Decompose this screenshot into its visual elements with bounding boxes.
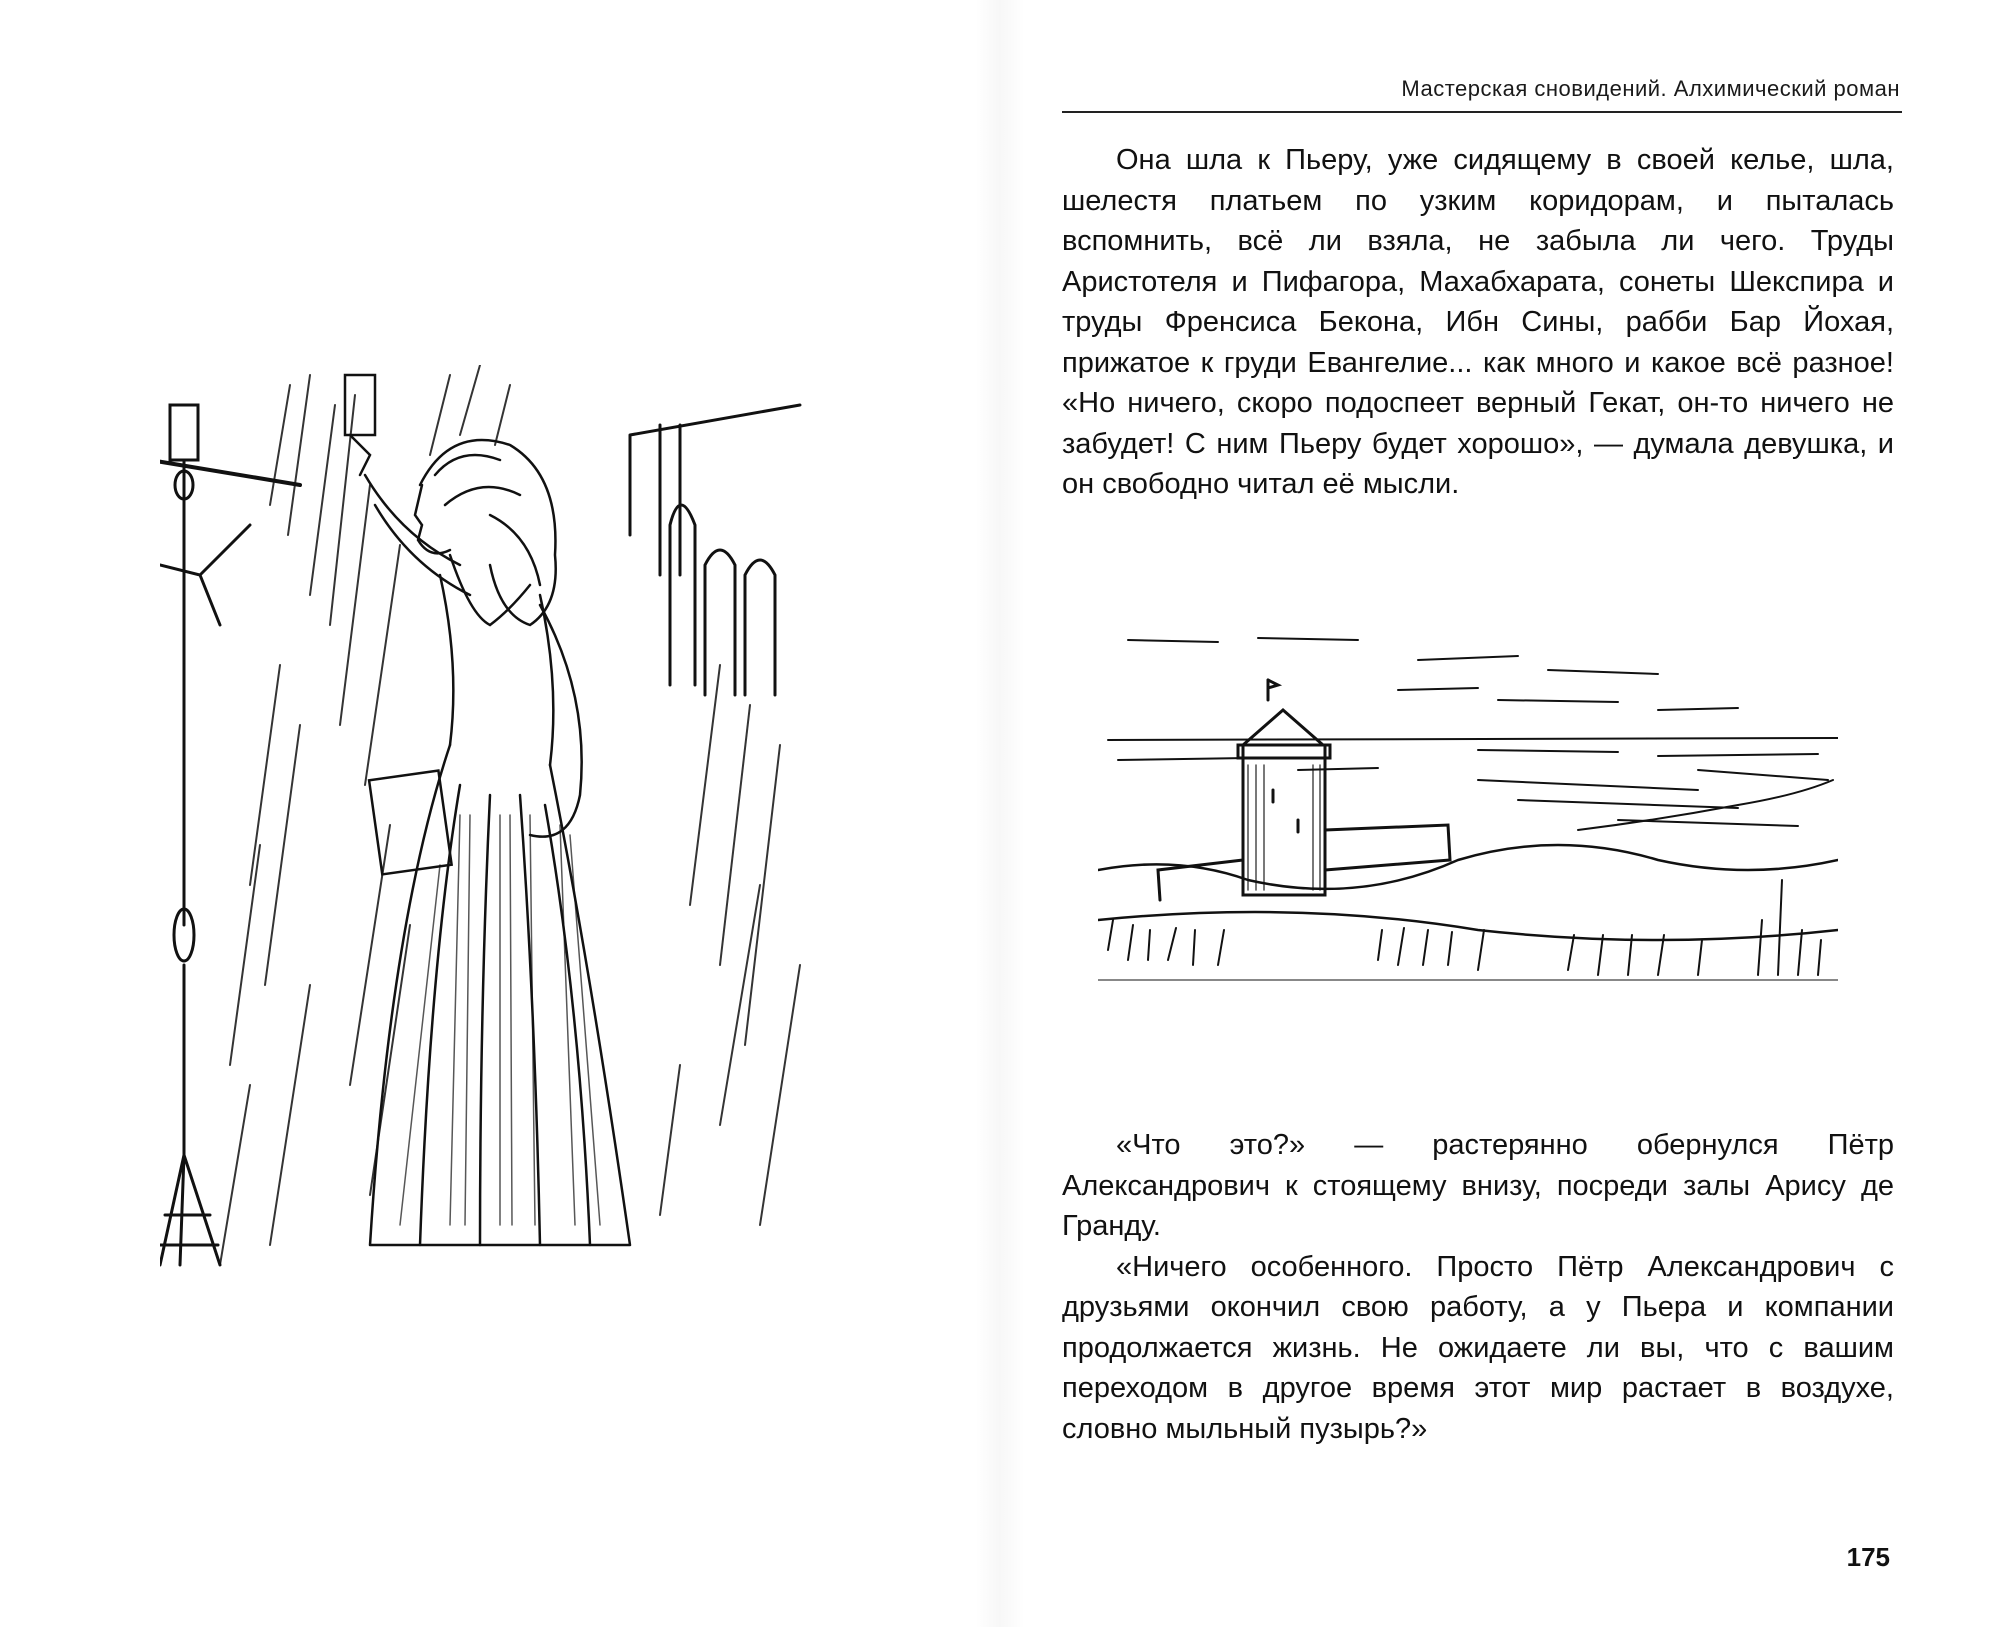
woman-with-candle-illustration xyxy=(160,365,820,1275)
tower-landscape-illustration xyxy=(1098,630,1838,1040)
paragraph-1: Она шла к Пьеру, уже сидящему в своей келье, шла, шелестя платьем по узким коридорам, и пыталась вспомнить, всё ли взяла, не забыла ли чего. Труды Аристотеля и Пифагора, Махабхарата, сонеты Шекспира и труды Френсиса Бекона, Ибн Сины, рабби Бар Йохая, прижатое к груди Евангелие... как много и какое всё разное! «Но ничего, скоро подоспеет верный Гекат, он-то ничего не забудет! С ним Пьеру будет хорошо», — думала девушка, и он свободно читал её мысли. xyxy=(1062,144,1894,500)
text-block-top xyxy=(1062,140,1894,505)
paragraph-3: «Ничего особенного. Просто Пётр Александрович с друзьями окончил свою работу, а у Пьера и компании продолжается жизнь. Не ожидаете ли вы, что с вашим переходом в другое время этот мир растает в воздухе, словно мыльный пузырь?» xyxy=(1062,1250,1894,1445)
running-header: Мастерская сновидений. Алхимический роман xyxy=(1401,76,1900,101)
page-number: 175 xyxy=(1846,1542,1890,1572)
woman-sketch-svg xyxy=(160,365,820,1275)
tower-sketch-svg xyxy=(1098,630,1838,1040)
header-rule xyxy=(1062,111,1902,113)
paragraph-2: «Что это?» — растерянно обернулся Пётр Александрович к стоящему внизу, посреди залы Арису де Гранду. xyxy=(1062,1129,1894,1242)
text-block-bottom xyxy=(1062,1125,1894,1449)
